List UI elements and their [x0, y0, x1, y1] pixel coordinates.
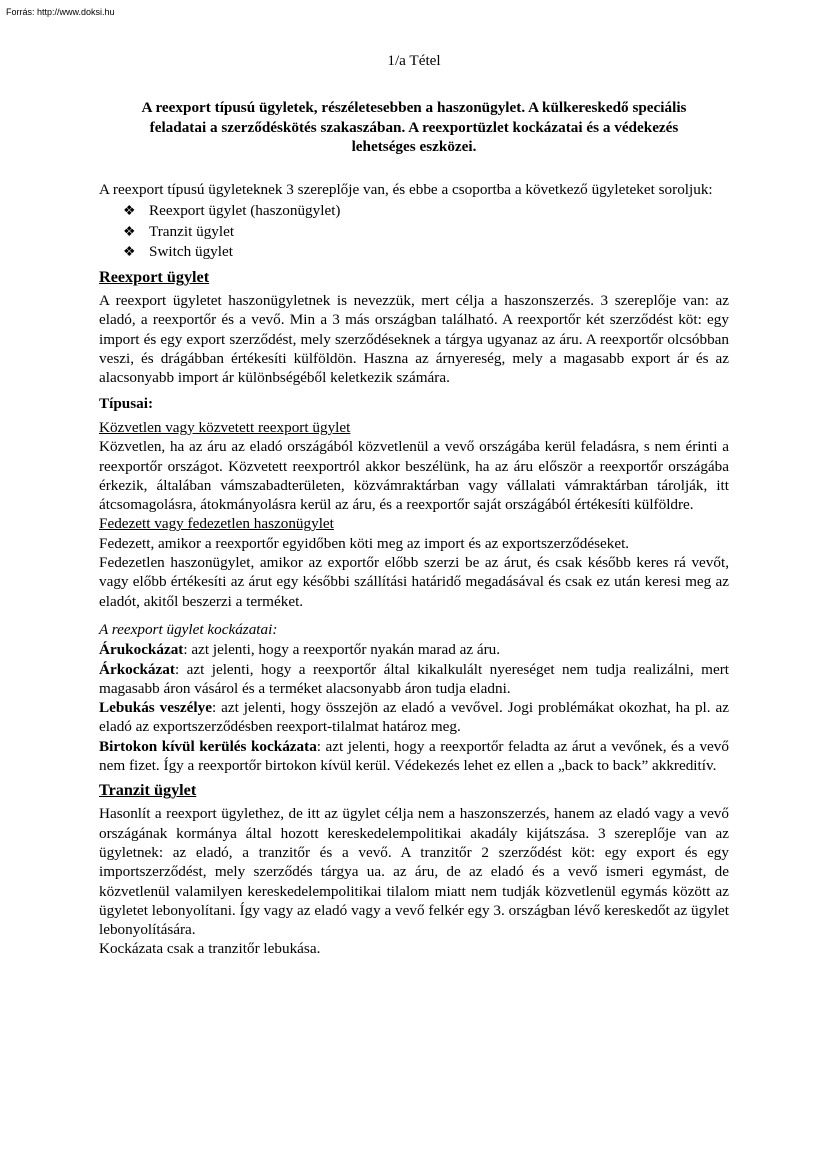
risk-term: Árukockázat [99, 641, 184, 659]
list-item [123, 242, 729, 262]
risk-text: : azt jelenti, hogy a reexportőr által kikalkulált nyereséget nem tudja realizálni, mert magasabb áron vásárol és a terméket alacsonyabb áron tudja eladni. [99, 660, 729, 697]
diamond-bullet-icon: ❖ [123, 224, 136, 240]
risk-item [99, 737, 729, 776]
tranzit-risk: Kockázata csak a tranzitőr lebukása. [99, 940, 321, 958]
risk-term: Lebukás veszélye [99, 699, 212, 717]
list-item [123, 201, 729, 221]
reexport-heading: Reexport ügylet [99, 268, 210, 287]
title-line: A reexport típusú ügyletek, részéletesebben a haszonügylet. A külkereskedő speciális [141, 99, 687, 116]
covered-uncovered-heading: Fedezett vagy fedezetlen haszonügylet [99, 515, 334, 533]
tranzit-paragraph: Hasonlít a reexport ügylethez, de itt az ügylet célja nem a haszonszerzés, hanem az eladó vagy a vevő országának kormánya által hozott kereskedelempolitikai akadály kijátszása. 3 szereplője van az ügyletnek: az eladó, a tranzitőr és a vevő. A tranzitőr 2 szerződést köt: egy export és egy importszerződést, mely szerződés tárgya ua. az áru, de az eladó és a vevő ismeri egymást, de közvetlenül valamilyen kereskedelempolitikai tilalom miatt nem tudják közvetlenül egymás között az ügyletet lebonyolítani. Így vagy az eladó vagy a vevő felkér egy 3. országban lévő kereskedőt az ügylet lebonyolítására. [99, 805, 729, 939]
risk-text: : azt jelenti, hogy a reexportőr nyakán marad az áru. [183, 641, 501, 659]
risk-item [99, 660, 729, 699]
direct-indirect-heading: Közvetlen vagy közvetett reexport ügylet [99, 418, 351, 436]
list-item-label: Reexport ügylet (haszonügylet) [149, 202, 341, 220]
types-heading: Típusai: [99, 394, 154, 412]
tranzit-heading: Tranzit ügylet [99, 781, 197, 800]
diamond-bullet-icon: ❖ [123, 204, 136, 220]
title-line: feladatai a szerződéskötés szakaszában. A reexportüzlet kockázatai és a védekezés [149, 118, 679, 136]
deal-type-list [123, 201, 729, 262]
risk-text: : azt jelenti, hogy összejön az eladó a vevővel. Jogi problémákat okozhat, ha pl. az eladó az exportszerződésben reexport-tilalmat határoz meg. [99, 699, 729, 736]
item-number: 1/a Tétel [387, 52, 441, 69]
covered-paragraph: Fedezett, amikor a reexportőr egyidőben köti meg az import és az exportszerződéseket. [99, 534, 630, 552]
risk-text: : azt jelenti, hogy a reexportőr feladta az árut a vevőnek, és a vevő nem fizet. Így a reexportőr birtokon kívül kerül. Védekezés lehet ez ellen a „back to back” akkreditív. [99, 737, 729, 775]
document-body [99, 180, 729, 959]
risk-term: Birtokon kívül kerülés kockázata [99, 737, 317, 755]
reexport-paragraph: A reexport ügyletet haszonügyletnek is nevezzük, mert célja a haszonszerzés. 3 szereplője van: az eladó, a reexportőr és a vevő. Min a 3 más országban található. A reexportőr két szerződést köt: egy import és egy export szerződést, mely szerződéseknek a tárgya ugyanaz az áru. A reexportőr olcsóbban veszi, és drágábban értékesíti külföldön. Haszna az árnyereség, mely a magasabb export ár és az alacsonyabb import ár különbségéből keletkezik számára. [99, 292, 729, 387]
list-item-label: Tranzit ügylet [149, 222, 235, 240]
direct-indirect-paragraph: Közvetlen, ha az áru az eladó országából közvetlenül a vevő országába kerül feladásra, s nem érinti a reexportőr országot. Közvetett reexportról akkor beszélünk, ha az áru először a reexportőr országába érkezik, általában vámszabadterületen, közvámraktárban vagy vállalati vámraktárban tárolják, itt átcsomagolásra, átokmányolásra kerül az áru, és a reexportőr saját országából értékesíti külföldre. [99, 438, 729, 514]
uncovered-paragraph: Fedezetlen haszonügylet, amikor az exportőr előbb szerzi be az árut, és csak később keres rá vevőt, vagy előbb értékesíti az árut egy későbbi szállítási határidő megadásával és csak ez után keresi meg az eladót, akitől beszerzi a terméket. [99, 554, 729, 610]
document-title [99, 98, 729, 157]
intro-paragraph: A reexport típusú ügyleteknek 3 szereplője van, és ebbe a csoportba a következő ügyleteket soroljuk: [99, 181, 713, 198]
title-line: lehetséges eszközei. [351, 138, 477, 156]
source-label: Forrás: http://www.doksi.hu [6, 7, 115, 17]
risk-item [99, 640, 729, 659]
risks-heading: A reexport ügylet kockázatai: [99, 620, 278, 638]
list-item [123, 222, 729, 242]
diamond-bullet-icon: ❖ [123, 244, 136, 260]
risk-term: Árkockázat [99, 660, 175, 678]
list-item-label: Switch ügylet [149, 242, 233, 260]
risk-item [99, 698, 729, 737]
